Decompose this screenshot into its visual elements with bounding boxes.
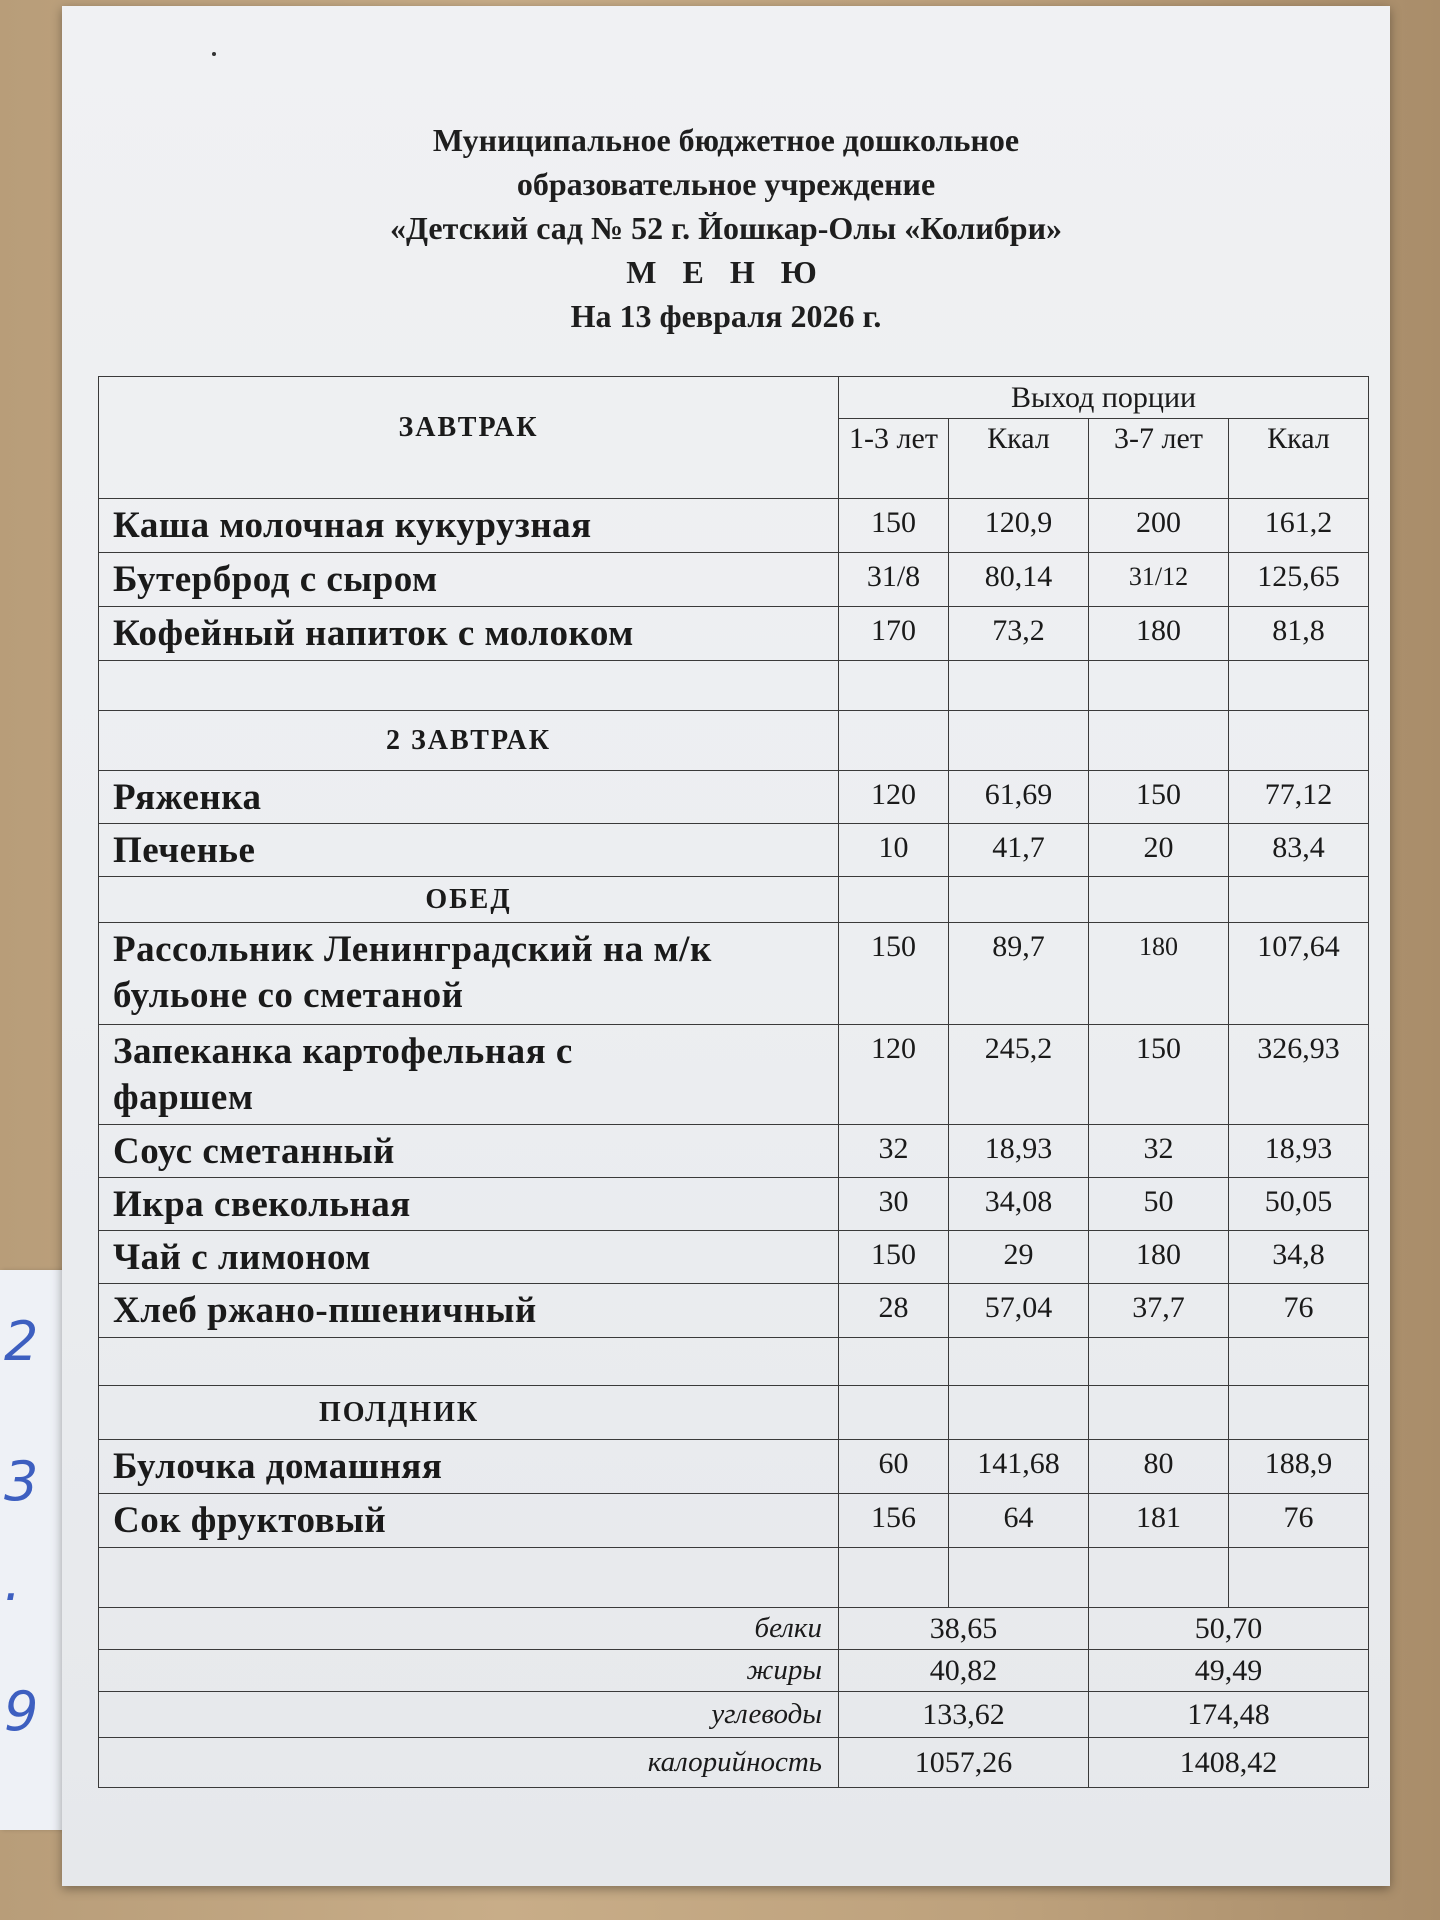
kcal-1-3: 245,2 <box>949 1025 1089 1125</box>
kcal-3-7: 76 <box>1229 1284 1369 1338</box>
totals-3-7: 1408,42 <box>1089 1738 1369 1788</box>
portion-3-7: 180 <box>1089 923 1229 1025</box>
dish-name: Икра свекольная <box>99 1178 839 1231</box>
side-note-paper <box>0 1270 71 1830</box>
dish-name: Сок фруктовый <box>99 1494 839 1548</box>
header-line-2: образовательное учреждение <box>516 166 936 202</box>
dish-name <box>99 1025 839 1125</box>
portion-1-3: 31/8 <box>839 553 949 607</box>
portion-1-3: 120 <box>839 771 949 824</box>
portion-header: Выход порции <box>839 377 1369 419</box>
totals-label: белки <box>99 1608 839 1650</box>
totals-3-7: 174,48 <box>1089 1692 1369 1738</box>
kcal-1-3: 64 <box>949 1494 1089 1548</box>
table-row <box>99 923 1369 1025</box>
portion-1-3: 30 <box>839 1178 949 1231</box>
section-row <box>99 877 1369 923</box>
table-row <box>99 1440 1369 1494</box>
dish-name-line: бульоне со сметаной <box>113 975 464 1016</box>
table-row <box>99 607 1369 661</box>
table-row <box>99 1494 1369 1548</box>
dish-name-line: Запеканка картофельная с <box>113 1031 573 1072</box>
portion-1-3: 60 <box>839 1440 949 1494</box>
table-row <box>99 1231 1369 1284</box>
portion-3-7: 180 <box>1089 607 1229 661</box>
dish-name-line: фаршем <box>113 1077 254 1118</box>
dish-name: Бутерброд с сыром <box>99 553 839 607</box>
empty-row <box>99 1338 1369 1386</box>
kcal-1-3: 73,2 <box>949 607 1089 661</box>
portion-3-7: 80 <box>1089 1440 1229 1494</box>
kcal-3-7: 76 <box>1229 1494 1369 1548</box>
snack-header: ПОЛДНИК <box>99 1386 839 1440</box>
portion-3-7: 50 <box>1089 1178 1229 1231</box>
dish-name: Булочка домашняя <box>99 1440 839 1494</box>
portion-3-7: 31/12 <box>1089 553 1229 607</box>
kcal-3-7: 83,4 <box>1229 824 1369 877</box>
totals-row <box>99 1738 1369 1788</box>
table-row <box>99 824 1369 877</box>
totals-3-7: 50,70 <box>1089 1608 1369 1650</box>
dish-name: Печенье <box>99 824 839 877</box>
portion-3-7: 32 <box>1089 1125 1229 1178</box>
table-row <box>99 1178 1369 1231</box>
dish-name <box>99 923 839 1025</box>
portion-1-3: 120 <box>839 1025 949 1125</box>
handwritten-mark: 2 <box>4 1310 39 1373</box>
totals-label: жиры <box>99 1650 839 1692</box>
lunch-header: ОБЕД <box>99 877 839 923</box>
kcal-3-7: 161,2 <box>1229 499 1369 553</box>
dish-name: Кофейный напиток с молоком <box>99 607 839 661</box>
table-row <box>99 1025 1369 1125</box>
kcal-3-7: 18,93 <box>1229 1125 1369 1178</box>
totals-row <box>99 1650 1369 1692</box>
menu-document <box>62 6 1390 1886</box>
kcal-3-7: 81,8 <box>1229 607 1369 661</box>
kcal-1-3: 80,14 <box>949 553 1089 607</box>
dish-name: Соус сметанный <box>99 1125 839 1178</box>
kcal-1-3: 34,08 <box>949 1178 1089 1231</box>
kcal-1-3: 61,69 <box>949 771 1089 824</box>
table-row <box>99 553 1369 607</box>
kcal-3-7: 188,9 <box>1229 1440 1369 1494</box>
kcal-1-3: 18,93 <box>949 1125 1089 1178</box>
totals-1-3: 1057,26 <box>839 1738 1089 1788</box>
portion-1-3: 28 <box>839 1284 949 1338</box>
paper-speck <box>212 52 216 56</box>
col-age-3-7: 3-7 лет <box>1089 419 1229 499</box>
dish-name: Ряженка <box>99 771 839 824</box>
table-row <box>99 771 1369 824</box>
menu-table <box>98 376 1369 1788</box>
second-breakfast-header: 2 ЗАВТРАК <box>99 711 839 771</box>
portion-3-7: 150 <box>1089 1025 1229 1125</box>
dish-name-line: Рассольник Ленинградский на м/к <box>113 929 712 970</box>
section-row <box>99 1386 1369 1440</box>
portion-1-3: 150 <box>839 1231 949 1284</box>
table-row <box>99 499 1369 553</box>
menu-title: М Е Н Ю <box>626 254 826 290</box>
kcal-3-7: 326,93 <box>1229 1025 1369 1125</box>
header-line-1: Муниципальное бюджетное дошкольное <box>432 122 1020 158</box>
header-line-3: «Детский сад № 52 г. Йошкар-Олы «Колибри» <box>389 210 1063 246</box>
col-kcal-2: Ккал <box>1229 419 1369 499</box>
portion-1-3: 10 <box>839 824 949 877</box>
kcal-1-3: 141,68 <box>949 1440 1089 1494</box>
empty-row <box>99 661 1369 711</box>
portion-3-7: 181 <box>1089 1494 1229 1548</box>
col-age-1-3: 1-3 лет <box>839 419 949 499</box>
portion-3-7: 200 <box>1089 499 1229 553</box>
totals-row <box>99 1608 1369 1650</box>
portion-1-3: 32 <box>839 1125 949 1178</box>
portion-3-7: 37,7 <box>1089 1284 1229 1338</box>
kcal-1-3: 57,04 <box>949 1284 1089 1338</box>
portion-1-3: 156 <box>839 1494 949 1548</box>
date-line: На 13 февраля 2026 г. <box>570 298 882 334</box>
totals-label: углеводы <box>99 1692 839 1738</box>
handwritten-mark: 3 <box>4 1450 39 1513</box>
totals-row <box>99 1692 1369 1738</box>
kcal-3-7: 50,05 <box>1229 1178 1369 1231</box>
portion-1-3: 150 <box>839 923 949 1025</box>
totals-1-3: 38,65 <box>839 1608 1089 1650</box>
dish-name: Хлеб ржано-пшеничный <box>99 1284 839 1338</box>
col-kcal-1: Ккал <box>949 419 1089 499</box>
section-row <box>99 711 1369 771</box>
portion-3-7: 20 <box>1089 824 1229 877</box>
totals-3-7: 49,49 <box>1089 1650 1369 1692</box>
dish-name: Каша молочная кукурузная <box>99 499 839 553</box>
totals-label: калорийность <box>99 1738 839 1788</box>
kcal-1-3: 89,7 <box>949 923 1089 1025</box>
table-row <box>99 1284 1369 1338</box>
portion-1-3: 150 <box>839 499 949 553</box>
totals-1-3: 40,82 <box>839 1650 1089 1692</box>
totals-1-3: 133,62 <box>839 1692 1089 1738</box>
portion-3-7: 150 <box>1089 771 1229 824</box>
kcal-1-3: 41,7 <box>949 824 1089 877</box>
kcal-3-7: 107,64 <box>1229 923 1369 1025</box>
handwritten-mark: 9 <box>4 1680 39 1743</box>
kcal-3-7: 125,65 <box>1229 553 1369 607</box>
kcal-1-3: 120,9 <box>949 499 1089 553</box>
kcal-3-7: 77,12 <box>1229 771 1369 824</box>
portion-3-7: 180 <box>1089 1231 1229 1284</box>
empty-row <box>99 1548 1369 1608</box>
dish-name: Чай с лимоном <box>99 1231 839 1284</box>
table-row <box>99 1125 1369 1178</box>
kcal-3-7: 34,8 <box>1229 1231 1369 1284</box>
kcal-1-3: 29 <box>949 1231 1089 1284</box>
breakfast-header: ЗАВТРАК <box>99 377 839 499</box>
portion-1-3: 170 <box>839 607 949 661</box>
document-header <box>62 118 1390 338</box>
handwritten-mark: . <box>4 1550 22 1613</box>
